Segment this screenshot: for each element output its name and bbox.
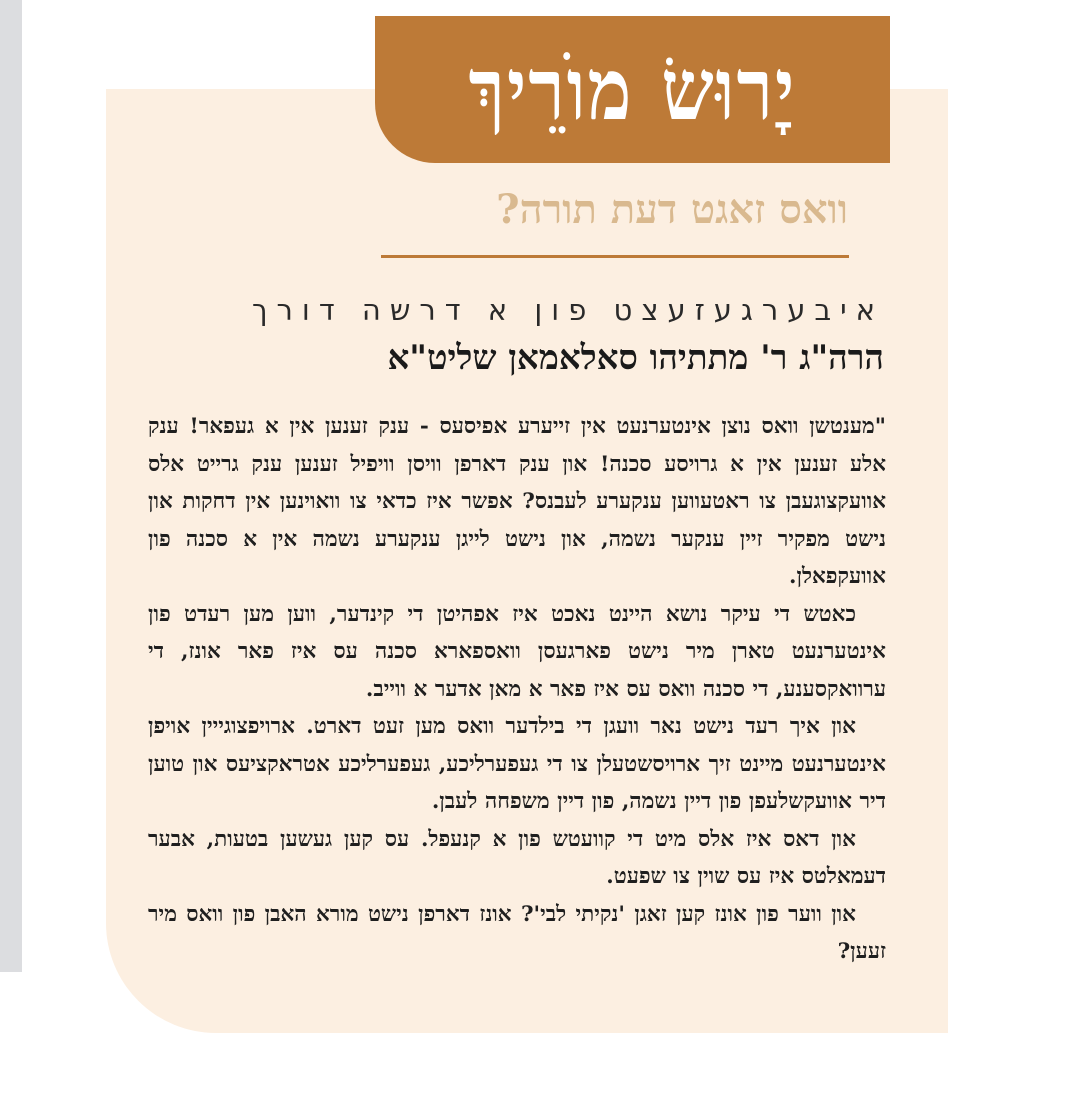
intro-line: איבערגעזעצט פון א דרשה דורך <box>251 293 884 327</box>
page-edge-bar <box>0 0 22 972</box>
paragraph: און דאס איז אלס מיט די קוועטש פון א קנעפל. עס קען געשען בטעות, אבער דעמאלטס איז עס שוין צו שפעט. <box>148 826 886 889</box>
speaker-name: הרה"ג ר' מתתיהו סאלאמאן שליט"א <box>387 338 884 378</box>
paragraph: כאטש די עיקר נושא היינט נאכט איז אפהיטן די קינדער, ווען מען רעדט פון אינטערנעט טארן מיר נישט פארגעסן וואספארא סכנה עס איז פאר אונז, די ערוואקסענע, די סכנה וואס עס איז פאר א מאן אדער א ווייב. <box>148 601 886 702</box>
paragraph: און ווער פון אונז קען זאגן 'נקיתי לבי'? אונז דארפן נישט מורא האבן פון וואס מיר זעען? <box>148 901 886 964</box>
column-title: יׇרוּשׂ מוׂרֵיךְ <box>468 40 797 139</box>
paragraph: "מענטשן וואס נוצן אינטערנעט אין זייערע אפיסעס - ענק זענען אין א געפאר! ענק אלע זענען אין א גרויסע סכנה! און ענק דארפן וויסן וויפיל זענען ענק גרייט אלס אוועקצוגעבן צו ראטעווען ענקערע לעבנס? אפשר איז כדאי צו וואוינען אין דחקות און נישט מפקיר זיין ענקער נשמה, און נישט לייגן ענקערע נשמה אין א סכנה פון אוועקפאלן. <box>148 414 886 589</box>
column-banner <box>375 16 890 163</box>
paragraph: און איך רעד נישט נאר וועגן די בילדער וואס מען זעט דארט. ארויפצוגייין אויפן אינטערנעט מיינט זיך ארויסשטעלן צו די געפערליכע, געפערליכע אטראקציעס און טוען דיר אוועקשלעפן פון דיין נשמה, פון דיין משפחה לעבן. <box>148 714 886 814</box>
article-subtitle: וואס זאגט דעת תורה? <box>496 186 848 233</box>
article-body <box>148 408 886 971</box>
divider-rule <box>381 255 849 258</box>
